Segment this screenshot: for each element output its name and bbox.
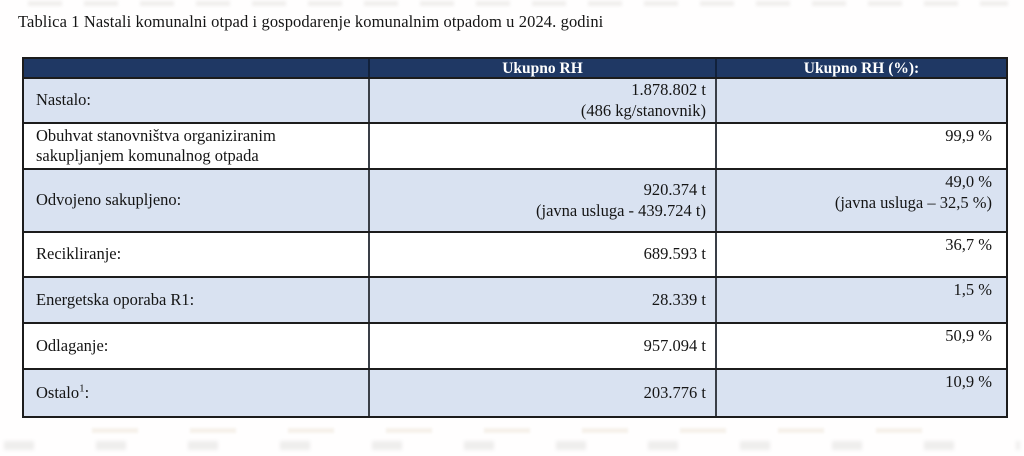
label-text: Recikliranje: bbox=[36, 244, 122, 264]
row-value bbox=[368, 324, 715, 368]
value-line: 920.374 t bbox=[643, 180, 706, 199]
table-row-energetska-oporaba bbox=[24, 278, 1006, 324]
row-value bbox=[368, 79, 715, 122]
cropped-text-artifact-bottom-upper bbox=[92, 428, 972, 433]
label-text: Odlaganje: bbox=[36, 335, 109, 355]
label-prefix: Ostalo bbox=[36, 382, 80, 402]
footnote-marker: 1 bbox=[79, 382, 85, 395]
label-suffix: : bbox=[84, 382, 90, 402]
percent-line: 49,0 % bbox=[945, 172, 992, 191]
row-percent bbox=[715, 124, 1006, 168]
percent-line: 99,9 % bbox=[945, 126, 992, 145]
header-cell-empty bbox=[24, 59, 368, 77]
row-percent bbox=[715, 233, 1006, 276]
label-text: Obuhvat stanovništva organiziranim sakupljanjem komunalnog otpada bbox=[36, 125, 276, 165]
value-line: 203.776 t bbox=[643, 382, 706, 402]
row-percent bbox=[715, 370, 1006, 416]
row-percent bbox=[715, 79, 1006, 122]
row-percent bbox=[715, 278, 1006, 322]
header-cell-ukupno-rh: Ukupno RH bbox=[368, 59, 715, 77]
table-row-recikliranje bbox=[24, 233, 1006, 278]
percent-line: 50,9 % bbox=[945, 326, 992, 345]
row-percent bbox=[715, 324, 1006, 368]
value-line: 1.878.802 t bbox=[631, 80, 706, 99]
waste-statistics-table bbox=[22, 57, 1008, 418]
value-line: 28.339 t bbox=[651, 289, 706, 309]
cropped-text-artifact-bottom-lower bbox=[4, 441, 1020, 450]
row-value bbox=[368, 370, 715, 416]
value-line: 957.094 t bbox=[643, 335, 706, 355]
percent-line: 10,9 % bbox=[945, 372, 992, 391]
cropped-text-artifact-top bbox=[28, 1, 1008, 6]
row-label bbox=[24, 324, 368, 368]
row-value bbox=[368, 233, 715, 276]
row-percent bbox=[715, 170, 1006, 231]
value-line: (486 kg/stanovnik) bbox=[580, 100, 706, 120]
label-text: Odvojeno sakupljeno: bbox=[36, 190, 182, 210]
row-label bbox=[24, 79, 368, 122]
table-row-ostalo bbox=[24, 370, 1006, 416]
row-label bbox=[24, 170, 368, 231]
percent-line: 1,5 % bbox=[953, 280, 992, 299]
value-line: (javna usluga - 439.724 t) bbox=[535, 200, 706, 220]
table-row-odvojeno-sakupljeno bbox=[24, 170, 1006, 233]
row-value bbox=[368, 170, 715, 231]
row-value bbox=[368, 124, 715, 168]
table-caption: Tablica 1 Nastali komunalni otpad i gospodarenje komunalnim otpadom u 2024. godini bbox=[18, 12, 604, 31]
label-text: Nastalo: bbox=[36, 90, 91, 110]
row-label bbox=[24, 278, 368, 322]
row-label bbox=[24, 233, 368, 276]
table-header-row bbox=[24, 59, 1006, 79]
label-text bbox=[36, 383, 89, 404]
table-row-obuhvat bbox=[24, 124, 1006, 170]
header-cell-ukupno-rh-pct: Ukupno RH (%): bbox=[715, 59, 1006, 77]
row-label bbox=[24, 370, 368, 416]
percent-line: 36,7 % bbox=[945, 235, 992, 254]
percent-line: (javna usluga – 32,5 %) bbox=[834, 192, 992, 212]
row-value bbox=[368, 278, 715, 322]
table-row-nastalo bbox=[24, 79, 1006, 124]
label-text: Energetska oporaba R1: bbox=[36, 289, 195, 309]
table-row-odlaganje bbox=[24, 324, 1006, 370]
value-line: 689.593 t bbox=[643, 244, 706, 264]
row-label bbox=[24, 124, 368, 168]
